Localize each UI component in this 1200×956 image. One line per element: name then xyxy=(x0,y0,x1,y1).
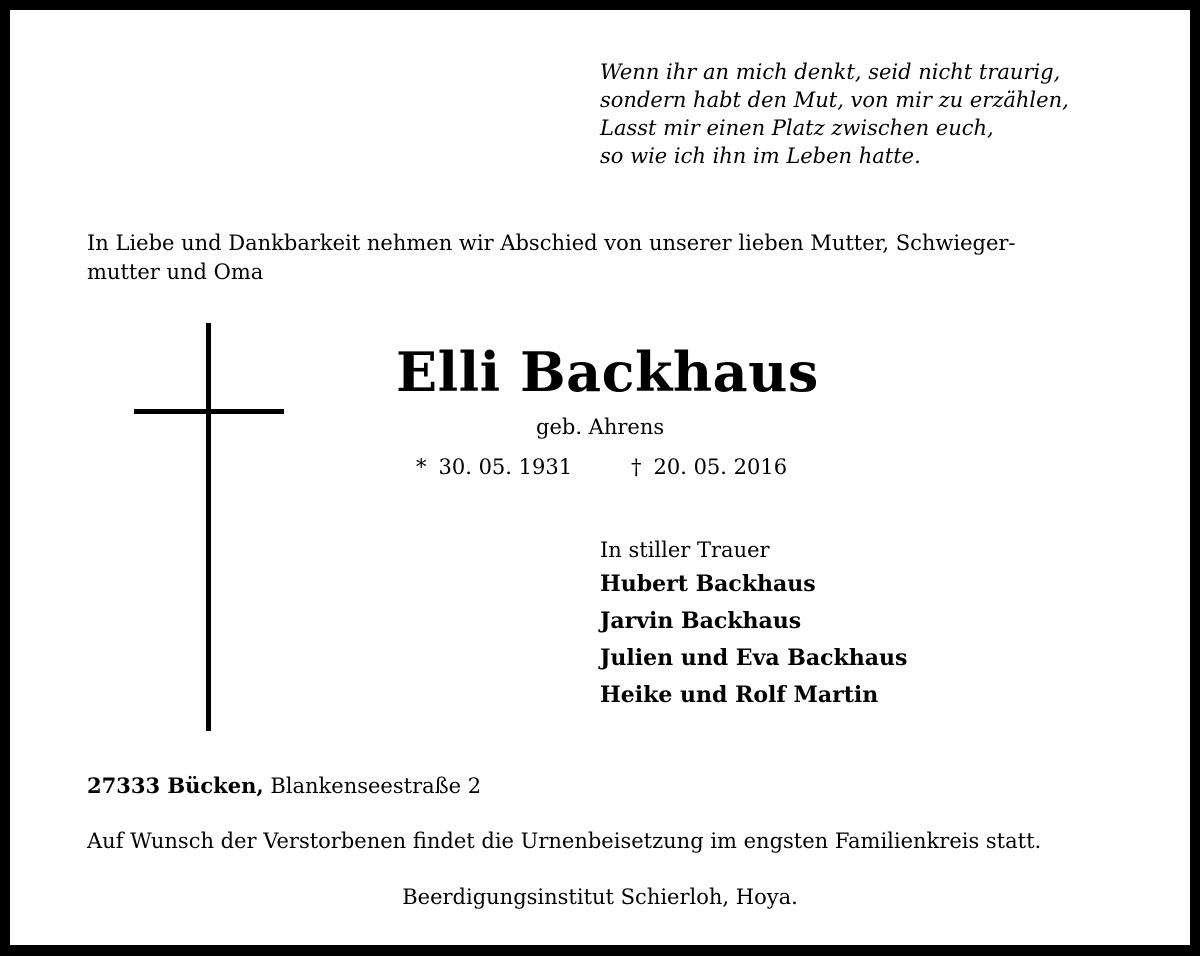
poem-line: so wie ich ihn im Leben hatte. xyxy=(600,144,921,168)
poem-line: Wenn ihr an mich denkt, seid nicht traurig, xyxy=(600,60,1061,84)
poem xyxy=(600,58,1069,170)
death-dagger-icon: † xyxy=(631,455,642,479)
mourner-name: Julien und Eva Backhaus xyxy=(600,645,908,671)
deceased-name: Elli Backhaus xyxy=(396,340,819,404)
mourner-name: Heike und Rolf Martin xyxy=(600,682,879,708)
intro-text xyxy=(87,229,1122,287)
burial-notice: Auf Wunsch der Verstorbenen findet die Urnenbeisetzung im engsten Familienkreis statt. xyxy=(87,829,1042,853)
undertaker: Beerdigungsinstitut Schierloh, Hoya. xyxy=(402,885,798,909)
address-street: Blankenseestraße 2 xyxy=(270,774,482,798)
intro-line: In Liebe und Dankbarkeit nehmen wir Abschied von unserer lieben Mutter, Schwieger- xyxy=(87,231,1016,255)
mourner-name: Hubert Backhaus xyxy=(600,571,816,597)
address-city: 27333 Bücken, xyxy=(87,773,264,798)
death-date-group xyxy=(631,452,787,482)
death-date: 20. 05. 2016 xyxy=(653,455,788,479)
cross-icon xyxy=(134,323,284,731)
mourner-name: Jarvin Backhaus xyxy=(600,608,802,634)
mourners-block xyxy=(600,534,907,714)
maiden-name: geb. Ahrens xyxy=(536,415,665,439)
birth-date: 30. 05. 1931 xyxy=(438,455,573,479)
address xyxy=(87,771,481,801)
cross-horizontal-bar xyxy=(134,409,284,414)
poem-line: sondern habt den Mut, von mir zu erzählen, xyxy=(600,88,1069,112)
cross-vertical-bar xyxy=(206,323,211,731)
intro-line: mutter und Oma xyxy=(87,260,264,284)
poem-line: Lasst mir einen Platz zwischen euch, xyxy=(600,116,994,140)
mourners-label: In stiller Trauer xyxy=(600,538,770,562)
birth-star-icon: * xyxy=(416,455,427,479)
birth-date-group xyxy=(416,452,572,482)
